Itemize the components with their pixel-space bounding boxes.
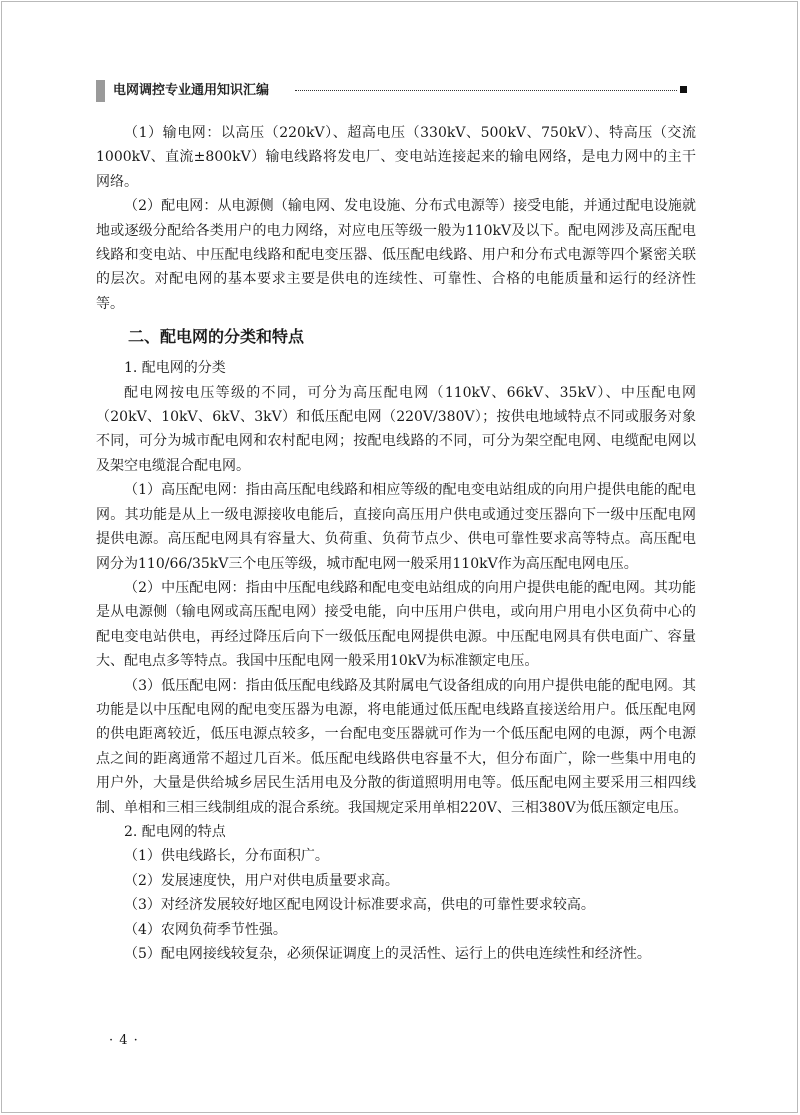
list-item: （2）发展速度快，用户对供电质量要求高。 [124,872,399,889]
header-dotted-rule [295,90,677,91]
subheading-characteristics: 2. 配电网的特点 [124,823,226,840]
running-header [96,80,688,102]
page-number: · 4 · [109,1033,139,1048]
header-end-square [680,86,687,93]
paragraph-medium-voltage: （2）中压配电网：指由中压配电线路和配电变电站组成的向用户提供电能的配电网。其功能是从电源侧（输电网或高压配电网）接受电能，向中压用户供电，或向用户用电小区负荷中心的配电变电站供电，再经过降压后向下一级低压配电网提供电源。中压配电网具有供电面广、容量大、配电点多等特点。我国中压配电网一般采用10kV为标准额定电压。 [96,579,696,670]
list-item: （4）农网负荷季节性强。 [124,921,287,938]
paragraph-low-voltage: （3）低压配电网：指由低压配电线路及其附属电气设备组成的向用户提供电能的配电网。其功能是以中压配电网的配电变压器为电源，将电能通过低压配电线路直接送给用户。低压配电网的供电距离较近，低压电源点较多，一台配电变压器就可作为一个低压配电网的电源，两个电源点之间的距离通常不超过几百米。低压配电线路供电容量不大，但分布面广，除一些集中用电的用户外，大量是供给城乡居民生活用电及分散的街道照明用电等。低压配电网主要采用三相四线制、单相和三相三线制组成的混合系统。我国规定采用单相220V、三相380V为低压额定电压。 [96,677,696,816]
paragraph-transmission-network: （1）输电网：以高压（220kV）、超高电压（330kV、500kV、750kV）、特高压（交流1000kV、直流±800kV）输电线路将发电厂、变电站连接起来的输电网络，是电力网中的主干网络。 [96,125,696,190]
section-heading: 二、配电网的分类和特点 [128,327,305,347]
header-title: 电网调控专业通用知识汇编 [113,83,270,98]
list-item: （5）配电网接线较复杂，必须保证调度上的灵活性、运行上的供电连续性和经济性。 [124,946,651,962]
subheading-classification: 1. 配电网的分类 [124,360,226,377]
paragraph-distribution-network: （2）配电网：从电源侧（输电网、发电设施、分布式电源等）接受电能，并通过配电设施就地或逐级分配给各类用户的电力网络，对应电压等级一般为110kV及以下。配电网涉及高压配电线路和变电站、中压配电线路和配电变压器、低压配电线路、用户和分布式电源等四个紧密关联的层次。对配电网的基本要求主要是供电的连续性、可靠性、合格的电能质量和运行的经济性等。 [96,198,696,312]
list-item: （3）对经济发展较好地区配电网设计标准要求高，供电的可靠性要求较高。 [124,897,595,914]
header-marker-bar [96,80,105,102]
paragraph-classification: 配电网按电压等级的不同，可分为高压配电网（110kV、66kV、35kV）、中压配电网（20kV、10kV、6kV、3kV）和低压配电网（220V/380V）；按供电地域特点不同或服务对象不同，可分为城市配电网和农村配电网；按配电线路的不同，可分为架空配电网、电缆配电网以及架空电缆混合配电网。 [96,384,696,474]
paragraph-high-voltage: （1）高压配电网：指由高压配电线路和相应等级的配电变电站组成的向用户提供电能的配电网。其功能是从上一级电源接收电能后，直接向高压用户供电或通过变压器向下一级中压配电网提供电源。高压配电网具有容量大、负荷重、负荷节点少、供电可靠性要求高等特点。高压配电网分为110/66/35kV三个电压等级，城市配电网一般采用110kV作为高压配电网电压。 [96,482,696,572]
list-item: （1）供电线路长，分布面积广。 [124,848,329,865]
page-body [96,121,696,966]
